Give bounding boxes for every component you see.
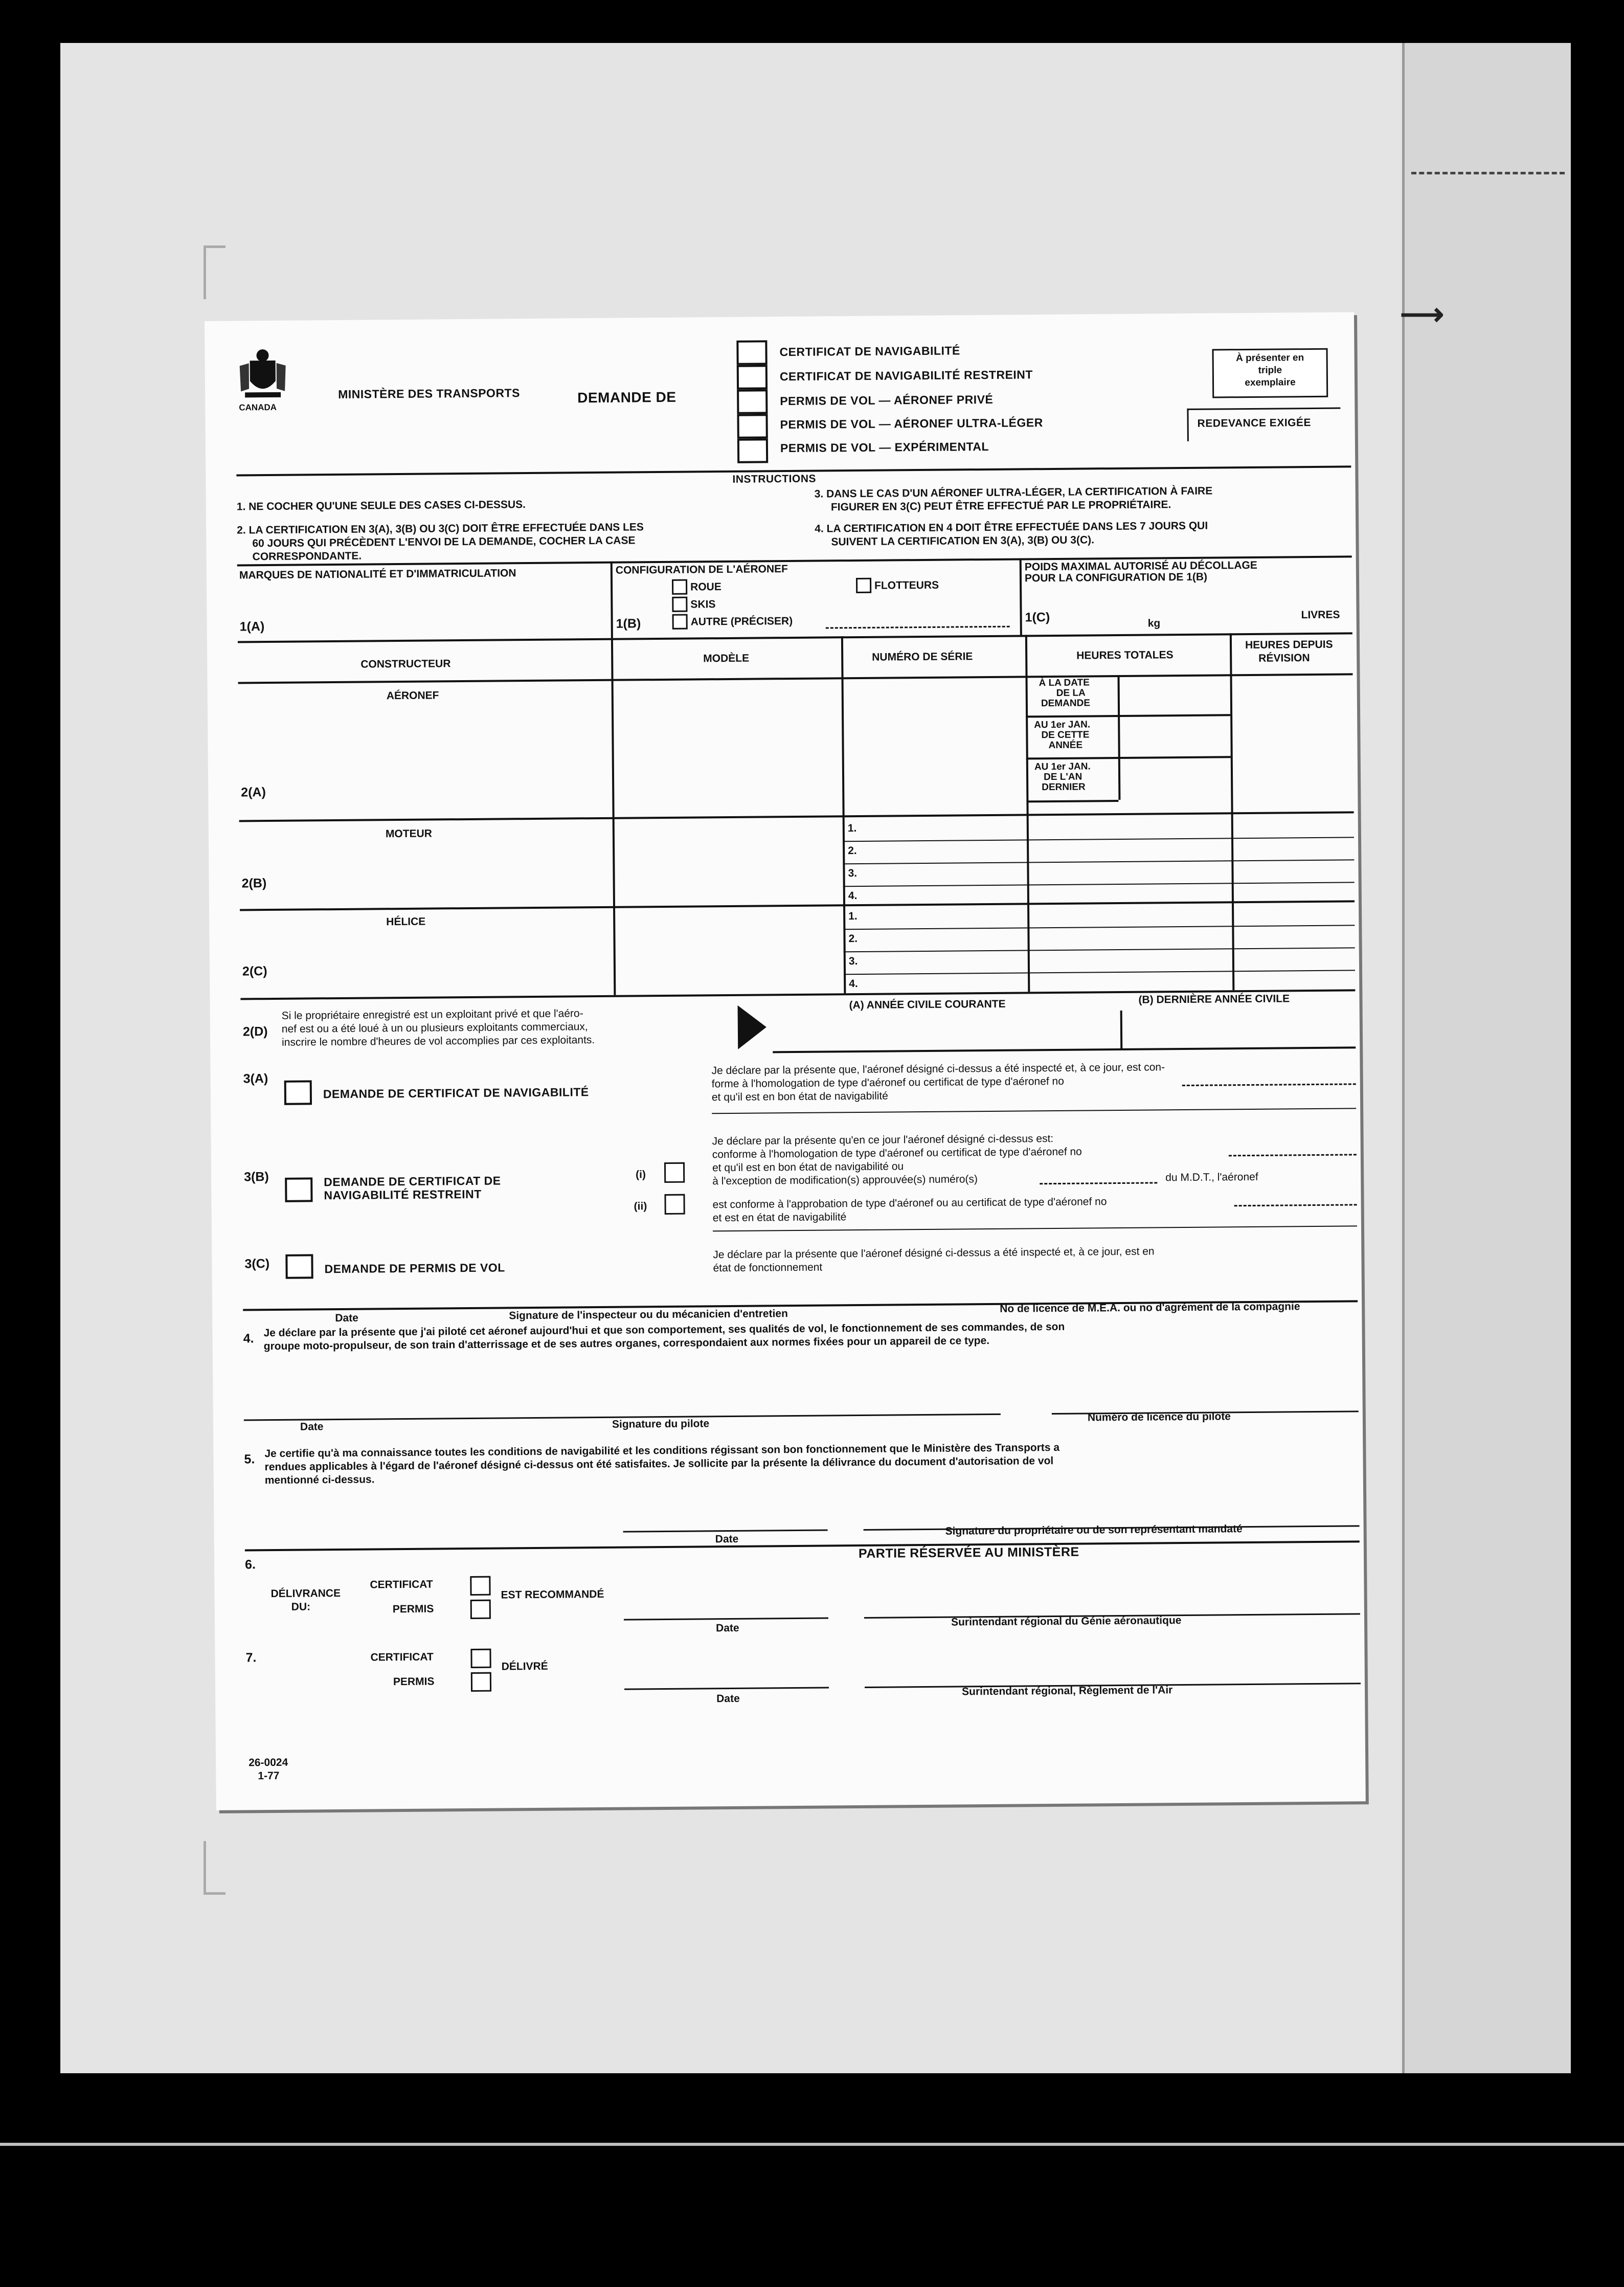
flight-permit-label: DEMANDE DE PERMIS DE VOL <box>324 1261 505 1276</box>
restricted-certificate-checkbox[interactable] <box>285 1177 312 1202</box>
configuration-label: CONFIGURATION DE L'AÉRONEF <box>615 563 788 576</box>
coat-of-arms-icon <box>234 345 291 402</box>
roue-checkbox[interactable] <box>672 579 687 595</box>
registration-marks-label: MARQUES DE NATIONALITÉ ET D'IMMATRICULATION <box>239 567 516 581</box>
recommend-certificate-checkbox[interactable] <box>470 1576 490 1596</box>
instruction-4: 4. LA CERTIFICATION EN 4 DOIT ÊTRE EFFECTUÉE DANS LES 7 JOURS QUI <box>815 520 1208 535</box>
pilot-declaration: Je déclare par la présente que j'ai piloté cet aéronef aujourd'hui et que son comportement, ses qualités de vol, le fonctionnement de ses commandes, de son <box>263 1320 1065 1339</box>
option-label-1: CERTIFICAT DE NAVIGABILITÉ <box>779 344 960 359</box>
application-form: CANADA MINISTÈRE DES TRANSPORTS DEMANDE DE CERTIFICAT DE NAVIGABILITÉ CERTIFICAT DE NAVIGABILITÉ RESTREINT PERMIS DE VOL — AÉRONEF PRIVÉ PERMIS DE VOL — AÉRONEF ULTRA-LÉGER PERMIS DE VOL — EXPÉRIMENTAL À présenter en triple exemplaire REDEVANCE EXIGÉE INSTRUCTIONS 1. NE COCHER QU'UNE SEULE DES CASES CI-DESSUS. 2. LA CERTIFICATION EN 3(A), 3(B) OU 3(C) DOIT ÊTRE EFFECTUÉE DANS LES 60 JOURS QUI PRÉCÈDENT L'ENVOI DE LA DEMANDE, COCHER LA CASE CORRESPONDANTE. 3. DANS LE CAS D'UN AÉRONEF ULTRA-LÉGER, LA CERTIFICATION À FAIRE FIGURER EN 3(C) PEUT ÊTRE EFFECTUÉ PAR LE PROPRIÉTAIRE. 4. LA CERTIFICATION EN 4 DOIT ÊTRE EFFECTUÉE DANS LES 7 JOURS QUI SUIVENT LA CERTIFICATION EN 3(A), 3(B) OU 3(C). MARQUES DE NATIONALITÉ ET D'IMMATRICULATION 1(A) CONFIGURATION DE L'AÉRONEF 1(B) ROUE SKIS AUTRE (PRÉCISER) FLOTTEURS POIDS MAXIMAL AUTORISÉ AU DÉCOLLAGE POUR LA CONFIGURATION DE 1(B) 1(C) kg LIVRES CONSTRUCTEUR MODÈLE NUMÉRO DE SÉRIE HEURES TOTALES HEURES DEPUIS RÉVISION AÉRONEF 2(A) À LA DATE DE LA DEMANDE AU 1er JAN. DE CETTE ANNÉE AU 1er JAN. DE L'AN DERNIER MOTEUR 2(B) 1. 2. 3. 4. HÉLICE 2(C) 1. 2. 3. 4. Si le propriétaire enregistré est un exploitant privé et que l'aéro- nef est ou a été loué à un ou plusieurs exploitants commerciaux, inscrire le nombre d'heures de vol accomplies par ces exploitants. 2(D) (A) ANNÉE CIVILE COURANTE (B) DERNIÈRE ANNÉE CIVILE 3(A) DEMANDE DE CERTIFICAT DE NAVIGABILITÉ Je déclare par la présente que, l'aéronef désigné ci-dessus a été inspecté et, à ce jour, est con- forme à l'homologation de type d'aéronef ou certificat de type d'aéronef no et qu'il est en bon état de navigabilité 3(B) DEMANDE DE CERTIFICAT DE NAVIGABILITÉ RESTREINT (i) (ii) Je déclare par la présente qu'en ce jour l'aéronef désigné ci-dessus est: conforme à l'homologation de type d'aéronef ou certificat de type d'aéronef no et qu'il est en bon état de navigabilité ou à l'exception de modification(s) approuvée(s) numéro(s) du M.D.T., l'aéronef est conforme à l'approbation de type d'aéronef ou au certificat de type d'aéronef no et est en état de navigabilité 3(C) DEMANDE DE PERMIS DE VOL Je déclare par la présente que l'aéronef désigné ci-dessus a été inspecté et, à ce jour, est en état de fonctionnement Date Signature de l'inspecteur ou du mécanicien d'entretien No de licence de M.E.A. ou no d'agrément de la compagnie 4. Je déclare par la présente que j'ai piloté cet aéronef aujourd'hui et que son comportement, ses qualités de vol, le fonctionnement de ses commandes, de son groupe moto-propulseur, de son train d'atterrissage et de ses autres organes, correspondaient aux normes fixées pour un appareil de ce type. Date Signature du pilote Numéro de licence du pilote 5. Je certifie qu'à ma connaissance toutes les conditions de navigabilité et les conditions régissant son bon fonctionnement que le Ministère des Transports a rendues applicables à l'égard de l'aéronef désigné ci-dessus ont été satisfaites. Je sollicite par la présente la délivrance du document d'autorisation de vol mentionné ci-dessus. Date Signature du propriétaire ou de son représentant mandaté 6. PARTIE RÉSERVÉE AU MINISTÈRE DÉLIVRANCE DU: CERTIFICAT PERMIS EST RECOMMANDÉ Date Surintendant régional du Génie aéronautique 7. CERTIFICAT PERMIS DÉLIVRÉ Date Surintendant régional, Règlement de l'Air 26-0024 1-77 <box>205 312 1366 1810</box>
instructions-title: INSTRUCTIONS <box>732 473 817 485</box>
flight-permit-checkbox[interactable] <box>285 1254 313 1279</box>
scanner-line <box>0 2143 1624 2146</box>
row-moteur: MOTEUR <box>385 827 432 840</box>
row-helice: HÉLICE <box>386 915 426 928</box>
triplicate-notice: À présenter en triple exemplaire <box>1212 348 1328 398</box>
instruction-1: 1. NE COCHER QU'UNE SEULE DES CASES CI-DESSUS. <box>236 499 526 513</box>
option-checkbox-4[interactable] <box>737 414 768 438</box>
last-year-label: (B) DERNIÈRE ANNÉE CIVILE <box>1138 993 1290 1006</box>
request-of-label: DEMANDE DE <box>577 389 676 406</box>
current-year-label: (A) ANNÉE CIVILE COURANTE <box>849 998 1006 1012</box>
option-checkbox-5[interactable] <box>737 438 768 463</box>
inspector-signature-label: Signature de l'inspecteur ou du mécanicien d'entretien <box>509 1308 788 1322</box>
issue-permit-checkbox[interactable] <box>471 1672 491 1692</box>
pilot-licence-label: Numéro de licence du pilote <box>1087 1410 1231 1424</box>
col-modele: MODÈLE <box>703 652 750 665</box>
kg-unit: kg <box>1147 617 1161 630</box>
leased-hours-text: Si le propriétaire enregistré est un exploitant privé et que l'aéro- <box>281 1007 583 1022</box>
licence-number-label: No de licence de M.E.A. ou no d'agrément de la compagnie <box>1000 1301 1300 1315</box>
arrow-mark-icon: ⟶ <box>1400 297 1445 331</box>
option-checkbox-3[interactable] <box>737 389 768 414</box>
instruction-2: 2. LA CERTIFICATION EN 3(A), 3(B) OU 3(C) DOIT ÊTRE EFFECTUÉE DANS LES <box>237 521 644 536</box>
row-aeronef: AÉRONEF <box>386 689 439 702</box>
bracket-mark <box>204 1841 225 1895</box>
issued-label: DÉLIVRÉ <box>501 1660 548 1673</box>
engineering-superintendent-label: Surintendant régional du Génie aéronautique <box>951 1615 1182 1628</box>
form-revision: 1-77 <box>258 1769 280 1782</box>
skis-checkbox[interactable] <box>672 597 687 612</box>
option-label-4: PERMIS DE VOL — AÉRONEF ULTRA-LÉGER <box>780 416 1043 432</box>
option-label-3: PERMIS DE VOL — AÉRONEF PRIVÉ <box>780 392 994 408</box>
instruction-3: 3. DANS LE CAS D'UN AÉRONEF ULTRA-LÉGER, LA CERTIFICATION À FAIRE <box>814 485 1213 500</box>
airworthiness-label: DEMANDE DE CERTIFICAT DE NAVIGABILITÉ <box>323 1085 589 1101</box>
col-heures-totales: HEURES TOTALES <box>1076 649 1174 662</box>
air-regulation-superintendent-label: Surintendant régional, Règlement de l'Air <box>962 1684 1173 1698</box>
scanned-back-page <box>1402 43 1571 2073</box>
option-ii-checkbox[interactable] <box>664 1194 685 1215</box>
page-edge <box>1402 43 1405 2073</box>
option-checkbox-2[interactable] <box>737 365 768 389</box>
owner-certification: Je certifie qu'à ma connaissance toutes les conditions de navigabilité et les conditions régissant son bon fonctionnement que le Ministère des Transports a <box>264 1441 1060 1460</box>
ministry-name: MINISTÈRE DES TRANSPORTS <box>338 386 520 401</box>
max-weight-label: POIDS MAXIMAL AUTORISÉ AU DÉCOLLAGE <box>1024 559 1257 573</box>
option-checkbox-1[interactable] <box>736 340 767 365</box>
col-heures-revision: HEURES DEPUIS <box>1245 638 1333 652</box>
option-label-5: PERMIS DE VOL — EXPÉRIMENTAL <box>780 439 989 455</box>
date-label: Date <box>335 1312 358 1325</box>
owner-signature-label: Signature du propriétaire ou de son représentant mandaté <box>945 1523 1243 1537</box>
recommend-permit-checkbox[interactable] <box>470 1600 491 1619</box>
issue-certificate-checkbox[interactable] <box>470 1649 491 1668</box>
option-label-2: CERTIFICAT DE NAVIGABILITÉ RESTREINT <box>779 368 1033 384</box>
col-constructeur: CONSTRUCTEUR <box>360 658 451 670</box>
option-i-checkbox[interactable] <box>664 1162 685 1183</box>
flotteurs-checkbox[interactable] <box>856 578 871 593</box>
autre-checkbox[interactable] <box>672 614 688 630</box>
fee-required-label: REDEVANCE EXIGÉE <box>1197 417 1312 430</box>
pilot-signature-label: Signature du pilote <box>612 1418 710 1430</box>
bracket-mark <box>204 245 225 299</box>
recommended-label: EST RECOMMANDÉ <box>501 1588 604 1601</box>
country-label: CANADA <box>239 402 277 413</box>
pointer-arrow-icon <box>737 1004 768 1050</box>
livres-unit: LIVRES <box>1301 609 1340 621</box>
form-number: 26-0024 <box>249 1756 288 1769</box>
airworthiness-checkbox[interactable] <box>284 1080 312 1105</box>
dashed-mark <box>1411 172 1565 174</box>
restricted-certificate-label: DEMANDE DE CERTIFICAT DE <box>324 1174 501 1189</box>
col-numero-serie: NUMÉRO DE SÉRIE <box>872 651 973 663</box>
ministry-reserved-title: PARTIE RÉSERVÉE AU MINISTÈRE <box>858 1544 1079 1561</box>
